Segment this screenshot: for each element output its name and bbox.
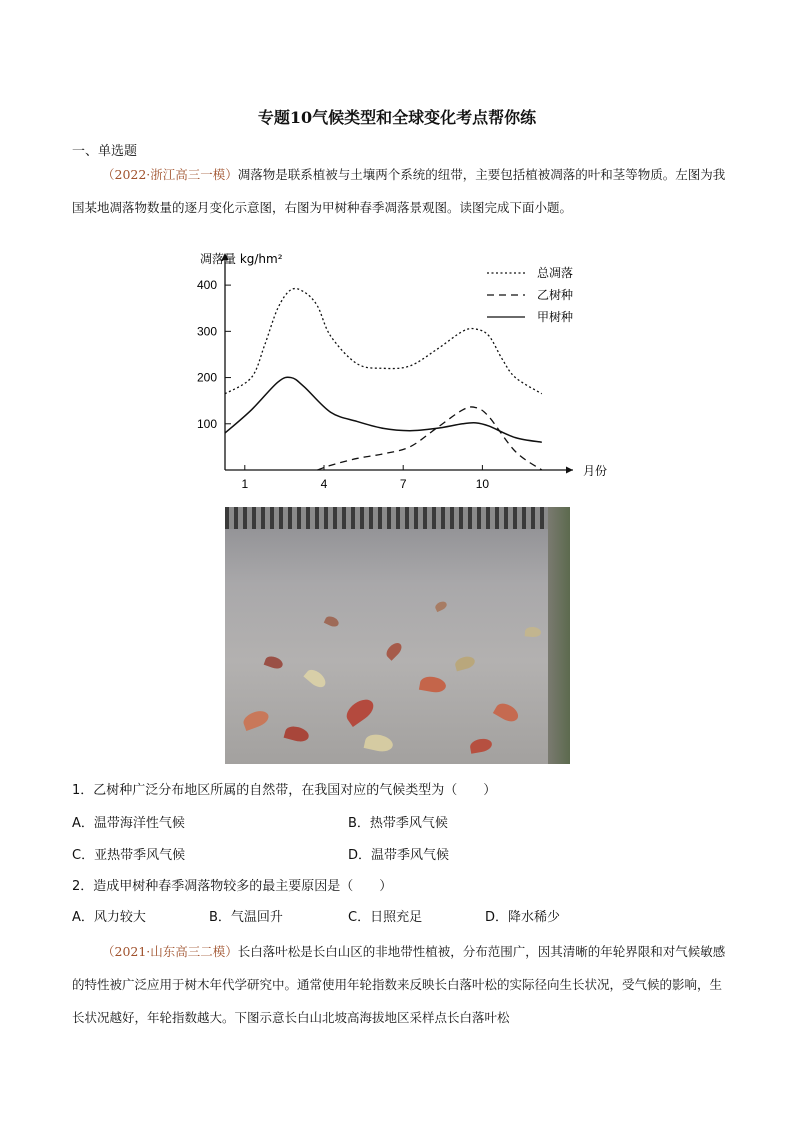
question-2-option-d[interactable]: D．降水稀少 <box>485 910 561 925</box>
x-tick-label: 4 <box>320 477 328 491</box>
y-tick-label: 100 <box>196 416 217 431</box>
y-tick-label: 200 <box>196 370 217 385</box>
leaf <box>493 700 521 725</box>
leaf <box>303 666 328 690</box>
leaf <box>525 626 542 637</box>
section-heading: 一、单选题 <box>72 144 138 159</box>
leaf <box>434 600 448 612</box>
leaf <box>364 732 395 753</box>
x-tick-label: 7 <box>399 477 407 491</box>
leaf <box>469 737 493 754</box>
source-tag: （2022·浙江高三一模） <box>102 167 238 182</box>
legend-label: 总凋落 <box>537 266 574 280</box>
series-line <box>317 407 541 470</box>
question-2-option-a[interactable]: A．风力较大 <box>72 910 146 925</box>
photo-background-bikes <box>225 507 570 529</box>
y-tick-label: 400 <box>196 278 217 293</box>
y-axis-label: 凋落量 kg/hm² <box>200 252 283 266</box>
question-group-1-intro <box>72 158 732 224</box>
question-1-stem: 1．乙树种广泛分布地区所属的自然带，在我国对应的气候类型为（ ） <box>72 783 497 798</box>
legend-label: 乙树种 <box>537 288 574 302</box>
legend-label: 甲树种 <box>537 310 574 324</box>
page-title: 专题10气候类型和全球变化考点帮你练 <box>257 108 537 127</box>
question-2-stem: 2．造成甲树种春季凋落物较多的最主要原因是（ ） <box>72 879 393 894</box>
leaf <box>324 614 340 628</box>
question-1-option-b[interactable]: B．热带季风气候 <box>348 816 448 831</box>
x-tick-label: 1 <box>241 477 249 491</box>
litterfall-chart <box>195 245 610 495</box>
series-line <box>225 377 542 442</box>
leaf <box>384 640 405 661</box>
question-1-option-c[interactable]: C．亚热带季风气候 <box>72 848 186 863</box>
series-line <box>225 289 542 394</box>
question-group-2-intro <box>72 935 732 1034</box>
source-tag: （2021·山东高三二模） <box>102 944 238 959</box>
leaf <box>454 655 476 672</box>
x-axis-arrow <box>566 467 573 474</box>
leaf <box>343 695 378 727</box>
x-axis-label: 月份 <box>583 464 608 478</box>
leaf-fall-photo <box>225 507 570 764</box>
question-2-option-b[interactable]: B．气温回升 <box>209 910 283 925</box>
leaf <box>264 654 285 670</box>
question-1-option-a[interactable]: A．温带海洋性气候 <box>72 816 185 831</box>
y-tick-label: 300 <box>196 324 217 339</box>
photo-edge-foliage <box>548 507 570 764</box>
x-tick-label: 10 <box>475 477 490 491</box>
leaf <box>419 675 447 694</box>
question-1-option-d[interactable]: D．温带季风气候 <box>348 848 450 863</box>
leaf <box>284 724 311 744</box>
intro-text: 长白落叶松是长白山区的非地带性植被，分布范围广，因其清晰的年轮界限和对气候敏感的特性被广泛应用于树木年代学研究中。通常使用年轮指数来反映长白落叶松的实际径向生长状况，受气候的影响，生长状况越好，年轮指数越大。下图示意长白山北坡高海拔地区采样点长白落叶松 <box>72 944 726 1025</box>
intro-text: 凋落物是联系植被与土壤两个系统的纽带，主要包括植被凋落的叶和茎等物质。左图为我国某地凋落物数量的逐月变化示意图，右图为甲树种春季凋落景观图。读图完成下面小题。 <box>72 167 726 215</box>
leaf <box>241 708 271 731</box>
question-2-option-c[interactable]: C．日照充足 <box>348 910 423 925</box>
